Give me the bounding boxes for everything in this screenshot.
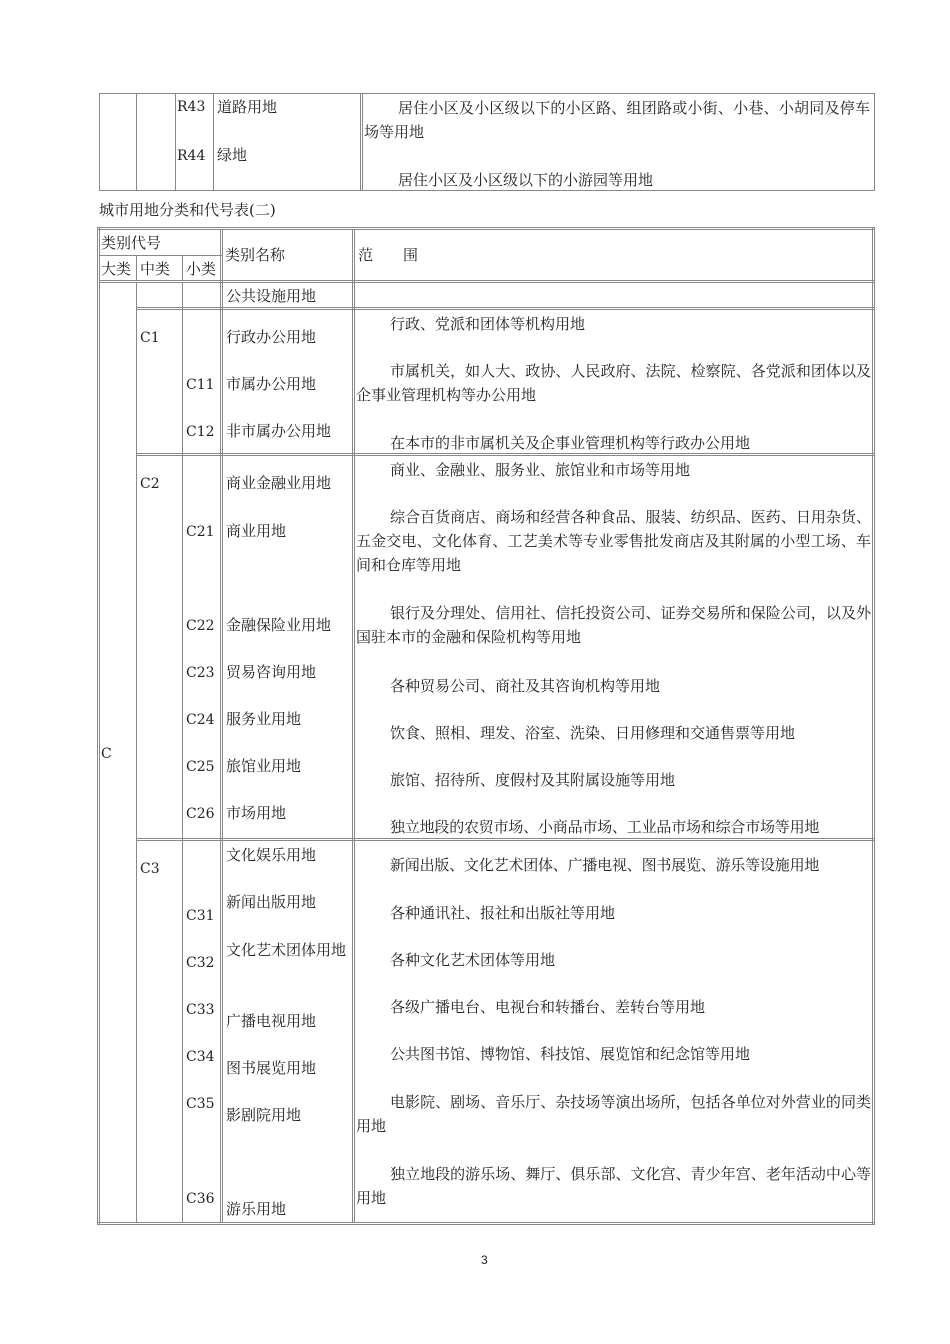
- desc-r43: 居住小区及小区级以下的小区路、组团路或小街、小巷、小胡同及停车场等用地: [364, 99, 870, 141]
- code-c33: C33: [186, 1002, 215, 1018]
- name-c21: 商业用地: [226, 522, 287, 540]
- desc-c36: 独立地段的游乐场、舞厅、俱乐部、文化宫、青少年宫、老年活动中心等用地: [356, 1165, 871, 1207]
- name-c26: 市场用地: [226, 804, 287, 822]
- code-c36: C36: [186, 1191, 215, 1207]
- code-r44: R44: [177, 148, 206, 164]
- desc-c24: 饮食、照相、理发、浴室、洗染、日用修理和交通售票等用地: [390, 724, 796, 742]
- header-code: 类别代号: [101, 234, 162, 252]
- desc-c32: 各种文化艺术团体等用地: [390, 951, 556, 969]
- name-c33: 广播电视用地: [226, 1012, 317, 1030]
- desc-c11: 市属机关，如人大、政协、人民政府、法院、检察院、各党派和团体以及企事业管理机构等办公用地: [356, 362, 871, 404]
- table-title: 城市用地分类和代号表(二): [99, 201, 276, 219]
- name-r44: 绿地: [217, 146, 248, 164]
- name-c12: 非市属办公用地: [226, 422, 332, 440]
- code-c21: C21: [186, 524, 215, 540]
- desc-r44: 居住小区及小区级以下的小游园等用地: [398, 171, 654, 189]
- header-middle: 中类: [140, 260, 171, 278]
- major-code: C: [101, 746, 112, 762]
- name-c32: 文化艺术团体用地: [226, 941, 347, 959]
- code-c34: C34: [186, 1049, 215, 1065]
- header-scope: 范 围: [358, 246, 419, 264]
- code-c23: C23: [186, 665, 215, 681]
- code-c2: C2: [140, 476, 160, 492]
- page-number: 3: [481, 1253, 488, 1267]
- desc-c35: 电影院、剧场、音乐厅、杂技场等演出场所，包括各单位对外营业的同类用地: [356, 1093, 871, 1135]
- name-c22: 金融保险业用地: [226, 616, 332, 634]
- name-public: 公共设施用地: [226, 287, 317, 305]
- desc-c23: 各种贸易公司、商社及其咨询机构等用地: [390, 677, 661, 695]
- code-c11: C11: [186, 377, 215, 393]
- code-c31: C31: [186, 908, 215, 924]
- name-c3: 文化娱乐用地: [226, 846, 317, 864]
- name-r43: 道路用地: [217, 98, 278, 116]
- name-c35: 影剧院用地: [226, 1106, 302, 1124]
- name-c1: 行政办公用地: [226, 328, 317, 346]
- desc-c33: 各级广播电台、电视台和转播台、差转台等用地: [390, 998, 706, 1016]
- desc-c12: 在本市的非市属机关及企事业管理机构等行政办公用地: [390, 434, 751, 452]
- name-c2: 商业金融业用地: [226, 474, 332, 492]
- code-c24: C24: [186, 712, 215, 728]
- code-c12: C12: [186, 424, 215, 440]
- code-c25: C25: [186, 759, 215, 775]
- desc-c22: 银行及分理处、信用社、信托投资公司、证券交易所和保险公司，以及外国驻本市的金融和保险机构等用地: [356, 604, 871, 646]
- name-c24: 服务业用地: [226, 710, 302, 728]
- name-c31: 新闻出版用地: [226, 893, 317, 911]
- code-c3: C3: [140, 861, 160, 877]
- desc-c3: 新闻出版、文化艺术团体、广播电视、图书展览、游乐等设施用地: [390, 856, 820, 874]
- code-c35: C35: [186, 1096, 215, 1112]
- desc-c25: 旅馆、招待所、度假村及其附属设施等用地: [390, 771, 676, 789]
- name-c36: 游乐用地: [226, 1200, 287, 1218]
- desc-c31: 各种通讯社、报社和出版社等用地: [390, 904, 616, 922]
- header-minor: 小类: [186, 260, 217, 278]
- code-c26: C26: [186, 806, 215, 822]
- name-c23: 贸易咨询用地: [226, 663, 317, 681]
- name-c25: 旅馆业用地: [226, 757, 302, 775]
- header-name: 类别名称: [225, 246, 286, 264]
- code-c1: C1: [140, 330, 160, 346]
- name-c34: 图书展览用地: [226, 1059, 317, 1077]
- code-c22: C22: [186, 618, 215, 634]
- code-c32: C32: [186, 955, 215, 971]
- desc-c2: 商业、金融业、服务业、旅馆业和市场等用地: [390, 461, 691, 479]
- desc-c21: 综合百货商店、商场和经营各种食品、服装、纺织品、医药、日用杂货、五金交电、文化体育、工艺美术等专业零售批发商店及其附属的小型工场、车间和仓库等用地: [356, 508, 871, 574]
- desc-c26: 独立地段的农贸市场、小商品市场、工业品市场和综合市场等用地: [390, 818, 820, 836]
- name-c11: 市属办公用地: [226, 375, 317, 393]
- desc-c1: 行政、党派和团体等机构用地: [390, 315, 586, 333]
- desc-c34: 公共图书馆、博物馆、科技馆、展览馆和纪念馆等用地: [390, 1045, 751, 1063]
- code-r43: R43: [177, 99, 206, 115]
- header-major: 大类: [101, 260, 132, 278]
